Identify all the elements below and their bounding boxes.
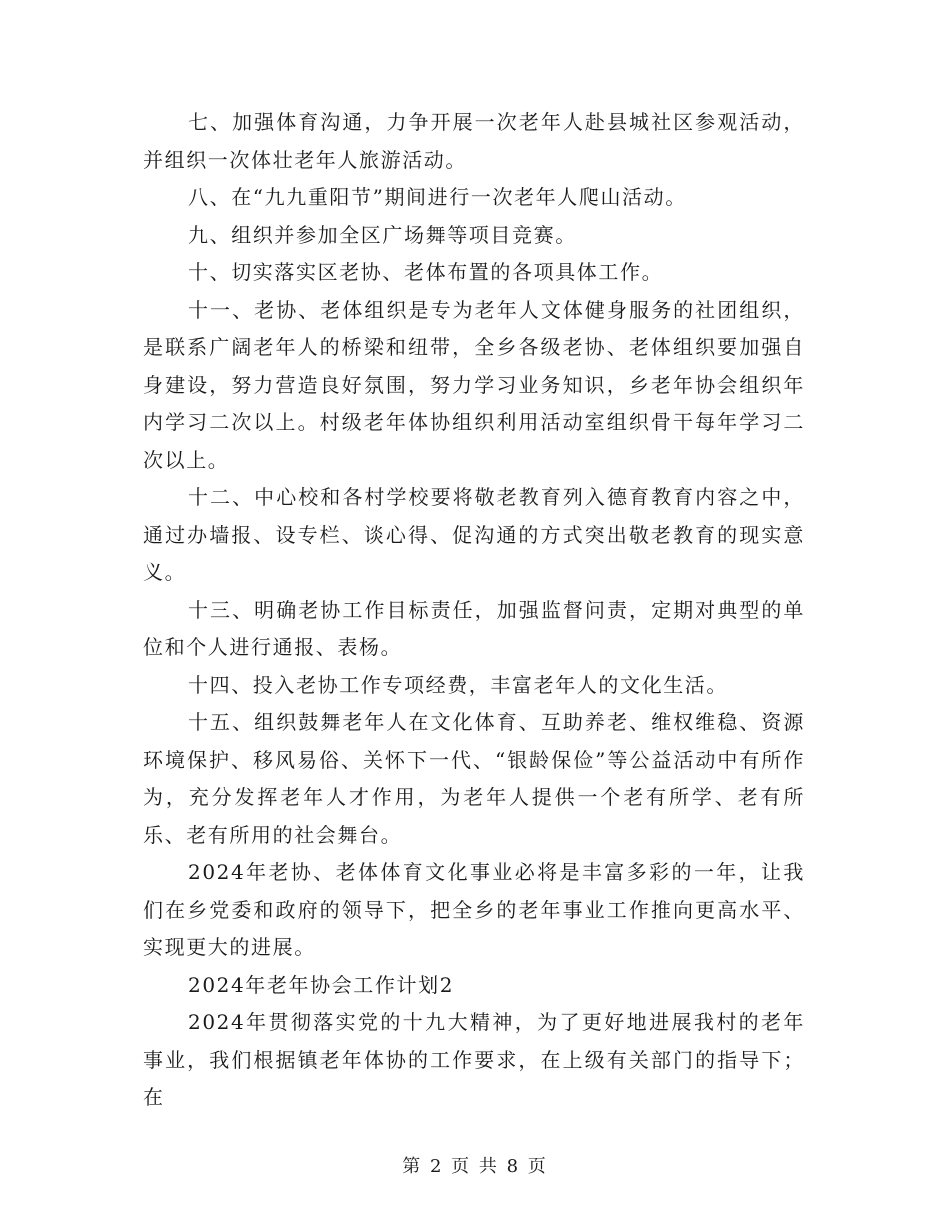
page-number-footer: 第 2 页 共 8 页 <box>402 1156 548 1177</box>
paragraph-item-13: 十三、明确老协工作目标责任，加强监督问责，定期对典型的单位和个人进行通报、表杨。 <box>143 597 805 659</box>
paragraph-item-14: 十四、投入老协工作专项经费，丰富老年人的文化生活。 <box>188 672 728 697</box>
paragraph-item-12: 十二、中心校和各村学校要将敬老教育列入德育教育内容之中，通过办墙报、设专栏、谈心得、促沟通的方式突出敬老教育的现实意义。 <box>143 485 805 584</box>
paragraph-item-10: 十、切实落实区老协、老体布置的各项具体工作。 <box>188 260 664 284</box>
document-body <box>143 104 805 1117</box>
paragraph-item-11: 十一、老协、老体组织是专为老年人文体健身服务的社团组织，是联系广阔老年人的桥梁和纽带，全乡各级老协、老体组织要加强自身建设，努力营造良好氛围，努力学习业务知识，乡老年协会组织年内学习二次以上。村级老年体协组织利用活动室组织骨干每年学习二次以上。 <box>143 297 805 472</box>
paragraph-item-7: 七、加强体育沟通，力争开展一次老年人赴县城社区参观活动，并组织一次体壮老年人旅游活动。 <box>143 110 805 172</box>
section-heading: 2024年老年协会工作计划2 <box>188 972 455 997</box>
paragraph-summary: 2024年老协、老体体育文化事业必将是丰富多彩的一年，让我们在乡党委和政府的领导下，把全乡的老年事业工作推向更高水平、实现更大的进展。 <box>143 860 805 959</box>
paragraph-intro: 2024年贯彻落实党的十九大精神，为了更好地进展我村的老年事业，我们根据镇老年体协的工作要求，在上级有关部门的指导下；在 <box>143 1010 805 1109</box>
paragraph-item-15: 十五、组织鼓舞老年人在文化体育、互助养老、维权维稳、资源环境保护、移风易俗、关怀下一代、“银龄保俭”等公益活动中有所作为，充分发挥老年人才作用，为老年人提供一个老有所学、老有所乐、老有所用的社会舞台。 <box>143 710 805 847</box>
paragraph-item-8: 八、在“九九重阳节”期间进行一次老年人爬山活动。 <box>188 185 687 209</box>
paragraph-item-9: 九、组织并参加全区广场舞等项目竞赛。 <box>188 222 577 247</box>
